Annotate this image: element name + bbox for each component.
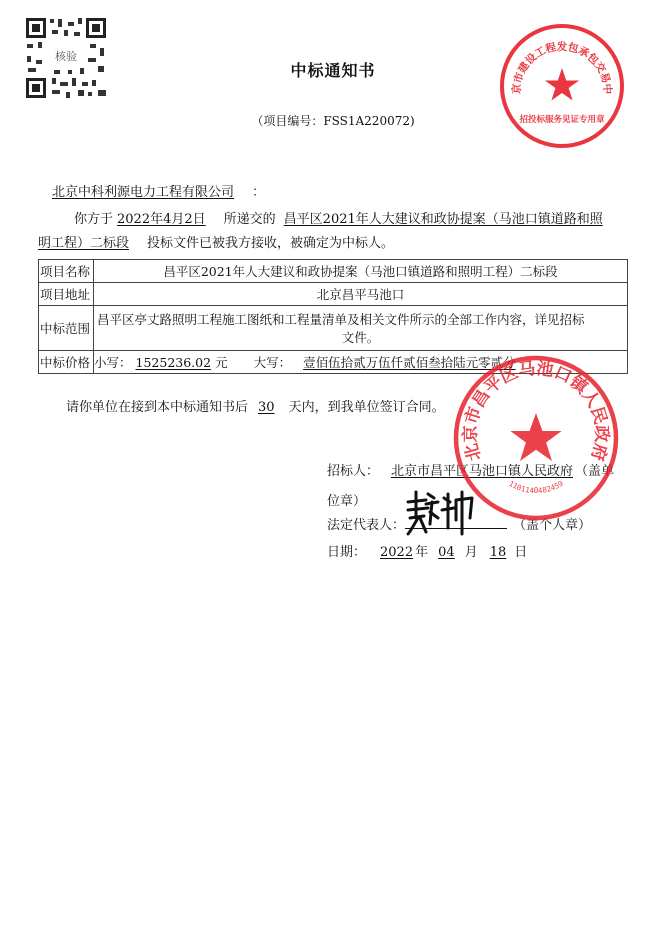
date-label: 日期： <box>327 545 367 560</box>
town-government-seal-code: 1101140482459 <box>507 478 565 496</box>
body-line-2 <box>38 232 394 251</box>
award-scope-value <box>94 306 628 351</box>
project-address-label: 项目地址 <box>39 283 94 306</box>
project-number: （项目编号：FSS1A220072) <box>251 114 415 128</box>
bidding-center-seal <box>498 22 626 150</box>
project-name-part2: 明工程）二标段 <box>38 236 130 251</box>
instruction-prefix: 请你单位在接到本中标通知书后 <box>66 400 249 415</box>
body-prefix: 你方于 <box>74 212 114 227</box>
handwritten-signature <box>404 488 476 536</box>
legal-rep-suffix: （盖个人章） <box>513 518 592 533</box>
body-mid: 所递交的 <box>223 212 276 227</box>
award-price-value <box>94 351 628 374</box>
body-suffix: 投标文件已被我方接收，被确定为中标人。 <box>147 236 395 251</box>
town-government-seal-text: 北京市昌平区马池口镇人民政府 <box>460 358 612 463</box>
award-scope-label: 中标范围 <box>39 306 94 351</box>
recipient-name: 北京中科利源电力工程有限公司 <box>52 185 235 200</box>
tenderer-value: 北京市昌平区马池口镇人民政府 <box>391 464 574 479</box>
date-line <box>327 541 527 560</box>
price-upper-label: 大写： <box>253 355 292 370</box>
award-scope-line-1: 昌平区亭丈路照明工程施工图纸和工程量清单及相关文件所示的全部工作内容，详见招标 <box>97 312 585 327</box>
date-year: 2022 <box>380 545 414 560</box>
tenderer-suffix: （盖单 <box>575 464 615 479</box>
bidding-center-seal-subtext: 招投标服务见证专用章 <box>519 115 605 125</box>
submit-date: 2022年4月2日 <box>117 212 206 227</box>
tenderer-suffix-line: 位章） <box>327 494 367 509</box>
date-year-unit: 年 <box>415 545 429 560</box>
award-scope-line-2: 文件。 <box>341 330 380 345</box>
tenderer-line <box>327 460 614 479</box>
price-lower-value: 1525236.02 <box>135 355 212 370</box>
date-day-unit: 日 <box>514 545 528 560</box>
award-info-table <box>38 259 628 374</box>
date-month-unit: 月 <box>464 545 478 560</box>
town-government-seal <box>451 353 621 523</box>
price-lower-unit: 元 <box>215 355 228 370</box>
project-address-value: 北京昌平马池口 <box>94 283 628 306</box>
project-name-part1: 昌平区2021年人大建议和政协提案（马池口镇道路和照 <box>283 212 603 227</box>
recipient-suffix: ： <box>252 185 266 200</box>
price-lower-label: 小写： <box>94 355 132 370</box>
project-name-value: 昌平区2021年人大建议和政协提案（马池口镇道路和照明工程）二标段 <box>94 260 628 283</box>
table-row <box>39 351 628 374</box>
bidding-center-seal-text: 京市建设工程发包承包交易中 <box>510 40 614 95</box>
table-row <box>39 283 628 306</box>
table-row <box>39 260 628 283</box>
body-line-1 <box>74 208 603 227</box>
date-day: 18 <box>489 545 507 560</box>
instruction-line <box>66 396 445 415</box>
svg-text:1101140482459 <box>507 479 565 495</box>
project-name-label: 项目名称 <box>39 260 94 283</box>
contract-days: 30 <box>258 400 275 415</box>
tenderer-label: 招标人： <box>327 464 380 479</box>
price-upper-value: 壹佰伍拾贰万伍仟贰佰叁拾陆元零贰分 <box>303 355 516 370</box>
date-month: 04 <box>438 545 455 560</box>
legal-rep-label: 法定代表人： <box>327 518 406 533</box>
qr-verify-label: 核验 <box>46 48 86 66</box>
table-row <box>39 306 628 351</box>
page-title: 中标通知书 <box>290 61 376 80</box>
recipient-line <box>38 181 265 200</box>
award-price-label: 中标价格 <box>39 351 94 374</box>
instruction-suffix: 天内，到我单位签订合同。 <box>288 400 445 415</box>
